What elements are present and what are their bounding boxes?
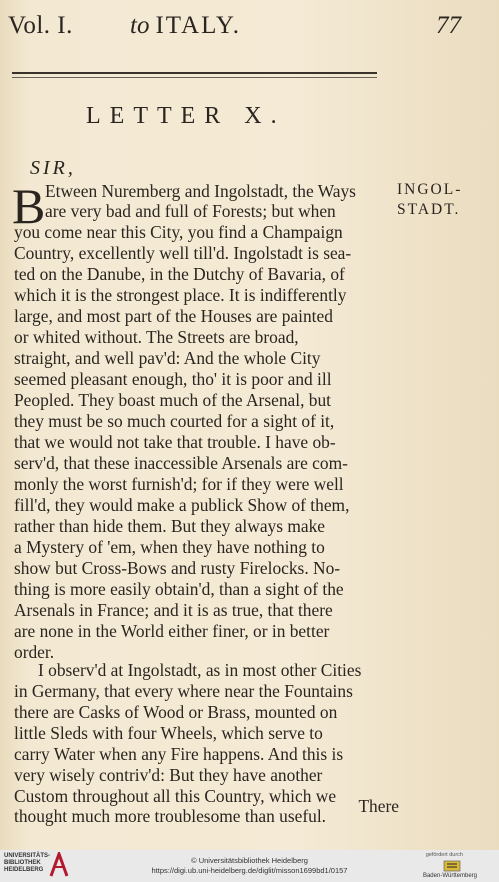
text-line: which it is the strongest place. It is indifferently [14, 285, 347, 305]
margin-note-line-2: STADT. [397, 201, 461, 218]
running-title-italy: ITALY. [155, 12, 241, 39]
text-line: straight, and well pav'd: And the whole City [14, 348, 321, 368]
funder-name: Baden-Württemberg [422, 873, 477, 879]
text-line: seemed pleasant enough, tho' it is poor and ill [14, 369, 332, 389]
letter-title: LETTER X. [86, 103, 286, 129]
copyright-text: © Universitätsbibliothek Heidelberg [191, 856, 308, 865]
text-line: thing is more easily obtain'd, than a sight of the [14, 579, 344, 599]
text-line: very wisely contriv'd: But they have another [14, 765, 323, 785]
text-line: ted on the Danube, in the Dutchy of Bavaria, of [14, 264, 345, 284]
text-line: rather than hide them. But they always make [14, 516, 326, 536]
header-rule [12, 72, 377, 74]
text-line: that we would not take that trouble. I have ob- [14, 432, 336, 452]
text-line: Custom throughout all this Country, which we [14, 786, 337, 806]
salutation: SIR, [30, 157, 76, 179]
text-line: show but Cross-Bows and rusty Firelocks. No- [14, 558, 341, 578]
text-line: carry Water when any Fire happens. And this is [14, 744, 344, 764]
text-line: large, and most part of the Houses are painted [14, 306, 333, 326]
text-line: they must be so much courted for a sight of it, [14, 411, 335, 431]
page-number: 77 [436, 12, 461, 39]
library-footer [0, 850, 499, 882]
text-line: little Sleds with four Wheels, which serve to [14, 723, 323, 743]
text-line: thought much more troublesome than useful. [14, 806, 327, 826]
library-name-line: HEIDELBERG [4, 867, 44, 873]
running-header [8, 12, 491, 48]
text-line: are none in the World either finer, or in better [14, 621, 330, 641]
text-line: or whited without. The Streets are broad, [14, 327, 299, 347]
library-name-line: BIBLIOTHEK [4, 860, 41, 866]
text-line: Peopled. They boast much of the Arsenal, but [14, 390, 331, 410]
catchword: There [358, 796, 399, 816]
library-name-line: UNIVERSITÄTS- [4, 853, 51, 859]
funded-by-label: gefördert durch [425, 852, 463, 858]
text-line: fill'd, they would make a publick Show of them, [14, 495, 350, 515]
text-line: Country, excellently well till'd. Ingolstadt is sea- [14, 243, 352, 263]
permalink[interactable]: https://digi.ub.uni-heidelberg.de/diglit/misson1699bd1/0157 [151, 866, 348, 875]
coat-of-arms-icon [443, 860, 461, 872]
text-line: are very bad and full of Forests; but when [45, 201, 336, 221]
text-line: Arsenals in France; and it is as true, that there [14, 600, 333, 620]
text-line: in Germany, that every where near the Fountains [14, 681, 353, 701]
text-line: order. [14, 642, 55, 662]
running-title-to: to [130, 12, 150, 39]
text-line: a Mystery of 'em, when they have nothing to [14, 537, 325, 557]
header-rule-thin [12, 77, 377, 78]
text-line: there are Casks of Wood or Brass, mounted on [14, 702, 338, 722]
text-line: Etween Nuremberg and Ingolstadt, the Ways [45, 181, 356, 201]
text-line: monly the worst furnish'd; for if they were well [14, 474, 344, 494]
text-line: serv'd, that these inaccessible Arsenals are com- [14, 453, 348, 473]
drop-cap: B [12, 178, 46, 234]
text-line: you come near this City, you find a Champaign [14, 222, 343, 242]
running-title [130, 12, 241, 40]
volume-label: Vol. I. [8, 12, 73, 39]
text-line: I observ'd at Ingolstadt, as in most other Cities [38, 660, 362, 680]
margin-note-line-1: INGOL- [397, 181, 463, 198]
